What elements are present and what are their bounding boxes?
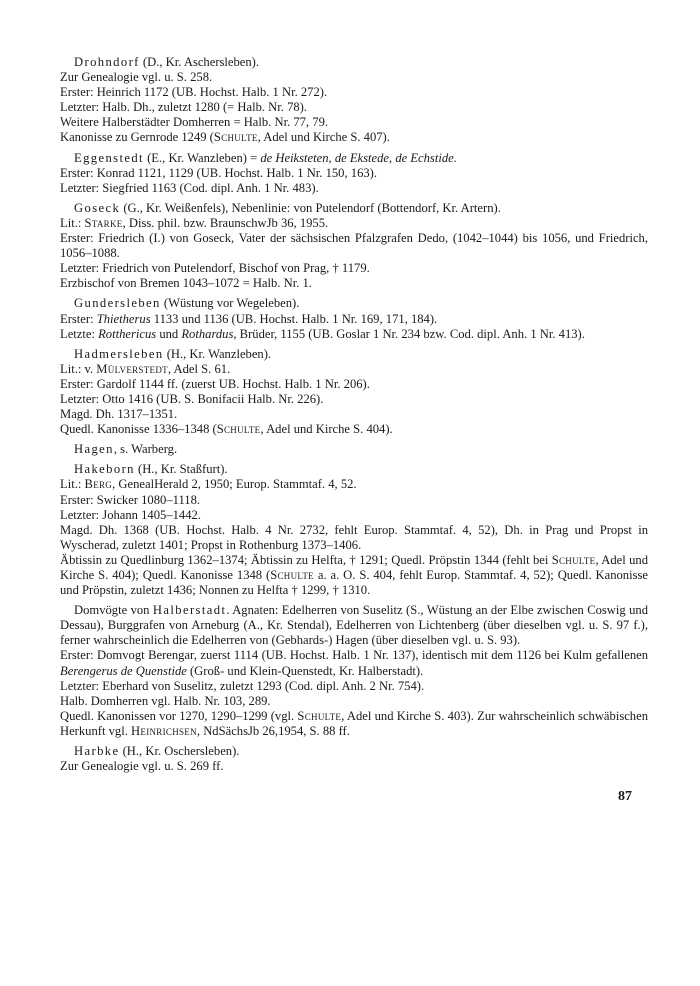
entry-head-rest: (E., Kr. Wanzleben) =: [143, 150, 261, 165]
entry-line: Magd. Dh. 1368 (UB. Hochst. Halb. 4 Nr. 2732, fehlt Europ. Stammtaf. 4, 52), Dh. in Prag und Propst in Wyscherad, zuletzt 1401; Propst in Rothenburg 1373–1406.: [60, 522, 648, 552]
entry-name: Drohndorf: [74, 55, 140, 69]
entry-line: Magd. Dh. 1317–1351.: [60, 407, 178, 422]
entry-line: [60, 327, 648, 342]
text: , Adel und Kirche S. 403). Zur wahrscheinlich schwäbischen Herkunft vgl.: [60, 708, 648, 738]
entry-heading: [60, 201, 648, 216]
entry-line: Letzter: Eberhard von Suselitz, zuletzt 1293 (Cod. dipl. Anh. 2 Nr. 754).: [60, 678, 425, 693]
entry-name: Eggenstedt: [74, 150, 144, 165]
entry-line: Erster: Heinrich 1172 (UB. Hochst. Halb. 1 Nr. 272).: [60, 85, 328, 100]
text: , Adel und Kirche S. 404); Quedl. Kanonisse 1348 (: [60, 552, 648, 582]
entry-line: Letzter: Johann 1405–1442.: [60, 507, 201, 522]
entry-line: Letzter: Siegfried 1163 (Cod. dipl. Anh. 1 Nr. 483).: [60, 180, 319, 195]
entry-name: Hagen: [74, 442, 114, 457]
page-number: 87: [618, 789, 632, 804]
author-name: Heinrichsen: [131, 723, 197, 738]
text: , Brüder, 1155 (UB. Goslar 1 Nr. 234 bzw. Cod. dipl. Anh. 1 Nr. 413).: [233, 326, 585, 341]
text: , Adel und Kirche S. 407).: [257, 130, 390, 145]
text: Quedl. Kanonisse 1336–1348 (: [60, 422, 217, 437]
entry-drohndorf: [60, 55, 648, 146]
entry-halberstadt: [60, 603, 648, 739]
text: , Diss. phil. bzw. BraunschwJb 36, 1955.: [122, 215, 329, 230]
entry-line: Zur Genealogie vgl. u. S. 258.: [60, 70, 213, 85]
entry-line: [60, 422, 648, 437]
entry-name: Goseck: [74, 200, 121, 215]
text: Lit.:: [60, 477, 85, 492]
entry-head-rest: (H., Kr. Wanzleben).: [163, 346, 272, 361]
entry-harbke: [60, 744, 648, 774]
entry-hakeborn: [60, 462, 648, 598]
text: Letzte:: [60, 326, 99, 341]
entry-line: [60, 312, 648, 327]
text: , Adel S. 61.: [167, 361, 231, 376]
entry-line: Letzter: Otto 1416 (UB. S. Bonifacii Halb. Nr. 226).: [60, 391, 324, 406]
entry-name: Halberstadt: [152, 603, 227, 618]
entry-head-rest: , s. Warberg.: [113, 442, 178, 457]
latin-name: Thietherus: [96, 311, 151, 326]
text: Lit.:: [60, 215, 85, 230]
entry-heading: [60, 603, 648, 648]
entry-line: Erster: Friedrich (I.) von Goseck, Vater der sächsischen Pfalzgrafen Dedo, (1042–1044) bis 1056, und Friedrich, 1056–1088.: [60, 231, 648, 261]
entry-heading: [60, 347, 648, 362]
text: , NdSächsJb 26,1954, S. 88 ff.: [196, 723, 350, 738]
entry-head-rest: (H., Kr. Staßfurt).: [134, 462, 228, 477]
entry-line: Erster: Swicker 1080–1118.: [60, 492, 201, 507]
author-name: Schulte: [297, 708, 342, 723]
latin-name: Rothardus: [181, 326, 234, 341]
entry-heading: [60, 442, 648, 457]
entry-name: Hakeborn: [74, 462, 135, 477]
entry-heading: [60, 744, 648, 759]
text: Quedl. Kanonissen vor 1270, 1290–1299 (vgl.: [60, 708, 298, 723]
entry-line: Letzter: Halb. Dh., zuletzt 1280 (= Halb. Nr. 78).: [60, 100, 308, 115]
entry-heading: [60, 55, 648, 70]
entry-goseck: [60, 201, 648, 292]
entry-line: Erster: Konrad 1121, 1129 (UB. Hochst. Halb. 1 Nr. 150, 163).: [60, 165, 378, 180]
entry-line: [60, 553, 648, 598]
entry-line: [60, 648, 648, 678]
entry-line: [60, 477, 648, 492]
entry-line: Halb. Domherren vgl. Halb. Nr. 103, 289.: [60, 693, 271, 708]
entry-name: Gundersleben: [74, 296, 161, 311]
text: Erster:: [60, 311, 97, 326]
entry-head-rest: (G., Kr. Weißenfels), Nebenlinie: von Putelendorf (Bottendorf, Kr. Artern).: [120, 200, 501, 215]
author-name: Mülverstedt: [96, 361, 168, 376]
latin-name: Rotthericus: [98, 326, 157, 341]
author-name: Schulte: [213, 130, 258, 145]
text: und: [156, 326, 182, 341]
text: Domvögte von: [74, 603, 153, 618]
entry-line: Weitere Halberstädter Domherren = Halb. Nr. 77, 79.: [60, 115, 329, 130]
entry-name: Hadmersleben: [74, 346, 164, 361]
entry-line: Erzbischof von Bremen 1043–1072 = Halb. Nr. 1.: [60, 276, 312, 291]
entry-heading: [60, 296, 648, 311]
author-name: Schulte: [270, 568, 314, 582]
text: a. a. O. S. 404, fehlt Europ. Stammtaf. 4, 52); Quedl. Kanonisse und Pröpstin, zuletzt 1436; Nonnen zu Helfta † 1299, † 1310.: [60, 568, 648, 598]
entry-name: Harbke: [74, 744, 120, 759]
entry-head-rest: (Wüstung vor Wegeleben).: [160, 296, 300, 311]
entry-line: [60, 709, 648, 739]
text: , GenealHerald 2, 1950; Europ. Stammtaf. 4, 52.: [112, 477, 357, 492]
text: Kanonisse zu Gernrode 1249 (: [60, 130, 214, 145]
entry-line: Zur Genealogie vgl. u. S. 269 ff.: [60, 759, 224, 774]
entry-line: [60, 130, 648, 145]
text: Erster: Domvogt Berengar, zuerst 1114 (UB. Hochst. Halb. 1 Nr. 137), identisch mit dem 1126 bei Kulm gefallenen: [60, 648, 648, 663]
entry-hadmersleben: [60, 347, 648, 438]
latin-names: de Heiksteten, de Ekstede, de Echstide.: [260, 150, 457, 165]
entry-head-rest: . Agnaten: Edelherren von Suselitz (S., Wüstung an der Elbe zwischen Coswig und Dessau), Burggrafen von Arneburg (A., Kr. Stendal), Edelherren von Lichtenberg (über dieselben vgl. u. S. 97 f.), ferner wahrscheinlich die Edelherren von (Gebhards-) Hagen (über dieselben vgl. u. S. 93).: [60, 603, 648, 648]
entry-hagen: [60, 442, 648, 457]
entry-heading: [60, 151, 648, 166]
text: 1133 und 1136 (UB. Hochst. Halb. 1 Nr. 169, 171, 184).: [150, 311, 438, 326]
document-page: [60, 55, 648, 779]
entry-head-rest: (D., Kr. Aschersleben).: [139, 55, 260, 69]
entry-heading: [60, 462, 648, 477]
entry-line: [60, 216, 648, 231]
author-name: Schulte: [551, 552, 596, 567]
text: Äbtissin zu Quedlinburg 1362–1374; Äbtissin zu Helfta, † 1291; Quedl. Pröpstin 1344 (fehlt bei: [60, 552, 552, 567]
author-name: Starke: [84, 215, 123, 230]
text: , Adel und Kirche S. 404).: [260, 422, 393, 437]
entry-line: Erster: Gardolf 1144 ff. (zuerst UB. Hochst. Halb. 1 Nr. 206).: [60, 376, 370, 391]
text: Lit.: v.: [60, 361, 97, 376]
author-name: Berg: [84, 477, 113, 492]
entry-line: Letzter: Friedrich von Putelendorf, Bischof von Prag, † 1179.: [60, 261, 370, 276]
entry-gundersleben: [60, 296, 648, 341]
entry-head-rest: (H., Kr. Oschersleben).: [119, 744, 240, 759]
entry-eggenstedt: [60, 151, 648, 196]
entry-line: [60, 362, 648, 377]
author-name: Schulte: [216, 422, 261, 437]
text: (Groß- und Klein-Quenstedt, Kr. Halberstadt).: [186, 663, 424, 678]
latin-name: Berengerus de Quenstide: [60, 663, 187, 678]
